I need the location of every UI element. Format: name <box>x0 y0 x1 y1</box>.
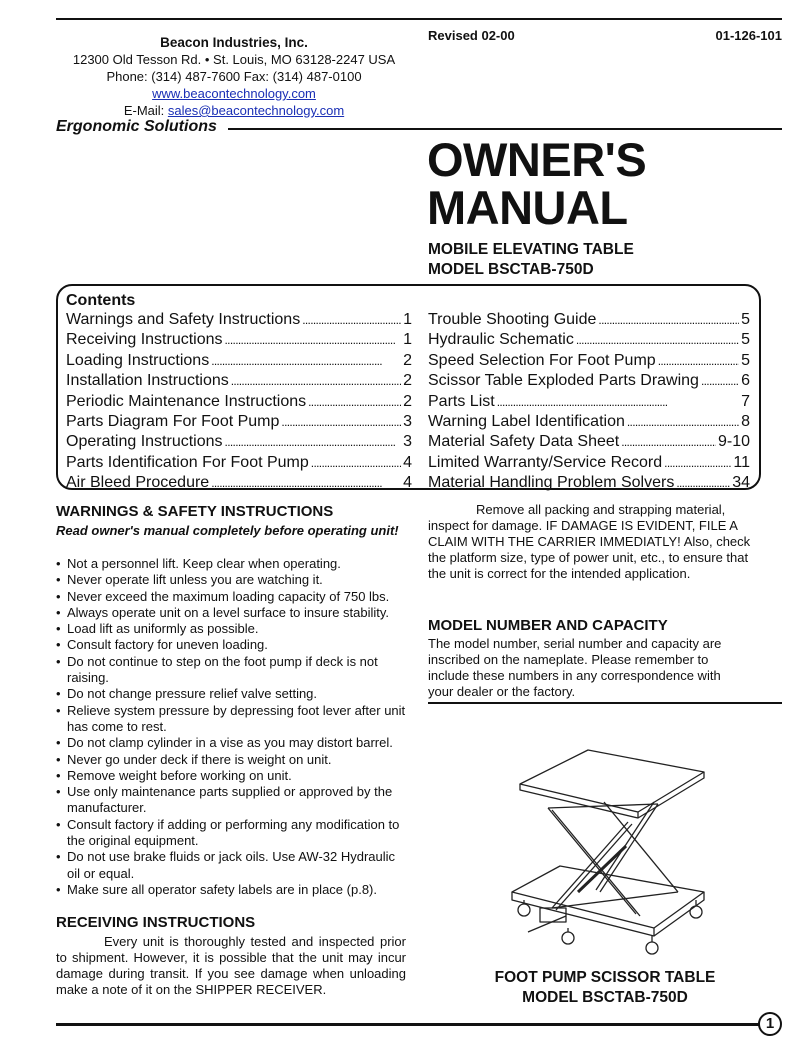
toc-label: Material Handling Problem Solvers <box>428 474 675 492</box>
toc-page: 2 <box>403 351 412 369</box>
contents-heading: Contents <box>66 292 136 309</box>
email-label: E-Mail: <box>123 103 168 118</box>
model-rule <box>428 702 782 704</box>
toc-page: 5 <box>741 351 750 369</box>
toc-page: 2 <box>403 372 412 390</box>
company-name: Beacon Industries, Inc. <box>160 35 308 50</box>
list-item: • Consult factory for uneven loading. <box>56 637 408 653</box>
company-phone: Phone: (314) 487-7600 Fax: (314) 487-0100 <box>106 69 362 84</box>
list-item: • Do not clamp cylinder in a vise as you may distort barrel. <box>56 735 408 751</box>
company-block <box>56 34 412 119</box>
wheel <box>646 942 658 954</box>
toc-leader <box>664 453 731 473</box>
toc-label: Periodic Maintenance Instructions <box>66 392 307 410</box>
toc-leader <box>211 351 401 371</box>
toc-leader <box>658 351 739 371</box>
bottom-rule <box>56 1023 762 1026</box>
toc-label: Scissor Table Exploded Parts Drawing <box>428 372 699 390</box>
toc-entry[interactable] <box>66 351 412 371</box>
toc-entry[interactable] <box>428 392 750 412</box>
list-item: • Use only maintenance parts supplied or approved by the manufacturer. <box>56 784 408 817</box>
toc-entry[interactable] <box>428 330 750 350</box>
toc-entry[interactable] <box>66 371 412 391</box>
toc-entry[interactable] <box>66 412 412 432</box>
toc-page: 2 <box>403 392 412 410</box>
list-item: • Never go under deck if there is weight on unit. <box>56 752 408 768</box>
document-number: 01-126-101 <box>715 28 782 43</box>
list-item: • Make sure all operator safety labels are in place (p.8). <box>56 882 408 898</box>
model-text: The model number, serial number and capacity are inscribed on the nameplate. Please remember to include these numbers in any correspondence with your dealer or the factory. <box>428 636 722 699</box>
toc-leader <box>598 310 739 330</box>
toc-entry[interactable] <box>66 432 412 452</box>
toc-leader <box>497 392 739 412</box>
list-item: • Remove weight before working on unit. <box>56 768 408 784</box>
title-line-1: OWNER'S <box>427 133 647 186</box>
toc-page: 1 <box>403 331 412 349</box>
list-item: • Never exceed the maximum loading capacity of 750 lbs. <box>56 589 408 605</box>
toc-label: Material Safety Data Sheet <box>428 433 620 451</box>
list-item: • Relieve system pressure by depressing foot lever after unit has come to rest. <box>56 703 408 736</box>
toc-page: 5 <box>741 311 750 328</box>
toc-entry[interactable] <box>66 330 412 350</box>
toc-leader <box>576 330 739 350</box>
toc-entry[interactable] <box>428 473 750 493</box>
receiving-paragraph: Every unit is thoroughly tested and inspected prior to shipment. However, it is possible that the unit may incur damage during transit. If you see damage when unloading make a note of it on the SHIPPER RECEIVER. <box>56 934 406 997</box>
toc-label: Air Bleed Procedure <box>66 474 210 492</box>
top-rule <box>56 18 782 20</box>
toc-leader <box>627 412 739 432</box>
receiving-text <box>56 934 406 998</box>
toc-label: Speed Selection For Foot Pump <box>428 351 656 369</box>
toc-label: Warnings and Safety Instructions <box>66 311 301 328</box>
toc-page: 8 <box>741 413 750 431</box>
figure-caption <box>428 968 782 1008</box>
tagline-rule <box>228 128 782 130</box>
list-item: • Not a personnel lift. Keep clear when operating. <box>56 556 408 572</box>
receiving-continued-paragraph: Remove all packing and strapping material, inspect for damage. IF DAMAGE IS EVIDENT, FILE A CLAIM WITH THE CARRIER IMMEDIATLY! Also, check the platform size, type of power unit, etc., to ensure that the unit is correct for the intended application. <box>428 502 751 581</box>
caption-line-1: FOOT PUMP SCISSOR TABLE <box>494 969 716 986</box>
list-item: • Do not change pressure relief valve setting. <box>56 686 408 702</box>
wheel <box>690 906 702 918</box>
toc-entry[interactable] <box>428 310 750 330</box>
toc-leader <box>225 330 402 350</box>
toc-entry[interactable] <box>66 453 412 473</box>
title-line-2: MANUAL <box>427 181 628 234</box>
toc-page: 7 <box>741 392 750 410</box>
subtitle-line-1: MOBILE ELEVATING TABLE <box>428 241 634 258</box>
toc-leader <box>311 453 401 473</box>
toc-leader <box>676 473 730 493</box>
toc-entry[interactable] <box>66 310 412 330</box>
revised-date: Revised 02-00 <box>428 28 515 43</box>
subtitle-line-2: MODEL BSCTAB-750D <box>428 261 594 278</box>
toc-leader <box>225 432 402 452</box>
tagline: Ergonomic Solutions <box>56 118 217 135</box>
list-item: • Never operate lift unless you are watching it. <box>56 572 408 588</box>
toc-page: 9-10 <box>717 433 750 451</box>
website-link[interactable]: www.beacontechnology.com <box>152 86 316 101</box>
toc-leader <box>308 392 401 412</box>
toc-leader <box>621 432 716 452</box>
toc-label: Parts List <box>428 392 495 410</box>
toc-label: Loading Instructions <box>66 351 210 369</box>
table-deck <box>520 750 704 812</box>
model-heading: MODEL NUMBER AND CAPACITY <box>428 617 668 634</box>
warnings-heading: WARNINGS & SAFETY INSTRUCTIONS <box>56 503 334 520</box>
wheel <box>518 904 530 916</box>
toc-label: Warning Label Identification <box>428 413 625 431</box>
toc-entry[interactable] <box>66 473 412 493</box>
toc-label: Installation Instructions <box>66 372 229 390</box>
toc-label: Limited Warranty/Service Record <box>428 453 663 471</box>
toc-entry[interactable] <box>428 371 750 391</box>
receiving-heading: RECEIVING INSTRUCTIONS <box>56 914 256 931</box>
toc-label: Parts Diagram For Foot Pump <box>66 413 280 431</box>
toc-leader <box>701 371 739 391</box>
page-number: 1 <box>758 1012 782 1036</box>
toc-page: 11 <box>733 453 750 471</box>
toc-label: Hydraulic Schematic <box>428 331 574 349</box>
toc-entry[interactable] <box>428 432 750 452</box>
list-item: • Do not use brake fluids or jack oils. Use AW-32 Hydraulic oil or equal. <box>56 849 408 882</box>
table-base <box>512 866 704 928</box>
list-item: • Consult factory if adding or performing any modification to the original equipment. <box>56 817 408 850</box>
toc-leader <box>281 412 401 432</box>
manual-title <box>427 133 647 234</box>
toc-page: 5 <box>741 331 750 349</box>
company-address: 12300 Old Tesson Rd. • St. Louis, MO 63128-2247 USA <box>72 52 396 67</box>
toc-label: Receiving Instructions <box>66 331 223 349</box>
list-item: • Always operate unit on a level surface to insure stability. <box>56 605 408 621</box>
list-item: • Load lift as uniformly as possible. <box>56 621 408 637</box>
receiving-continued <box>428 502 758 582</box>
toc-page: 4 <box>403 453 412 471</box>
scissor-table-drawing <box>508 742 708 962</box>
toc-page: 4 <box>403 474 412 492</box>
list-item: • Do not continue to step on the foot pump if deck is not raising. <box>56 654 408 687</box>
toc-page: 6 <box>741 372 750 390</box>
toc-entry[interactable] <box>428 412 750 432</box>
toc-label: Trouble Shooting Guide <box>428 311 597 328</box>
toc-entry[interactable] <box>428 453 750 473</box>
toc-entry[interactable] <box>66 392 412 412</box>
warnings-list <box>56 556 408 898</box>
toc-leader <box>211 473 401 493</box>
toc-leader <box>302 310 401 330</box>
email-link[interactable]: sales@beacontechnology.com <box>167 103 345 118</box>
toc-page: 3 <box>403 413 412 431</box>
toc-left-column <box>66 310 412 494</box>
manual-subtitle <box>428 240 634 280</box>
toc-label: Operating Instructions <box>66 433 223 451</box>
toc-entry[interactable] <box>428 351 750 371</box>
caption-line-2: MODEL BSCTAB-750D <box>522 989 688 1006</box>
toc-page: 1 <box>403 311 412 328</box>
toc-page: 34 <box>732 474 750 492</box>
toc-right-column <box>428 310 750 494</box>
warnings-intro: Read owner's manual completely before operating unit! <box>56 523 399 538</box>
toc-label: Parts Identification For Foot Pump <box>66 453 309 471</box>
wheel <box>562 932 574 944</box>
toc-page: 3 <box>403 433 412 451</box>
toc-leader <box>231 371 401 391</box>
